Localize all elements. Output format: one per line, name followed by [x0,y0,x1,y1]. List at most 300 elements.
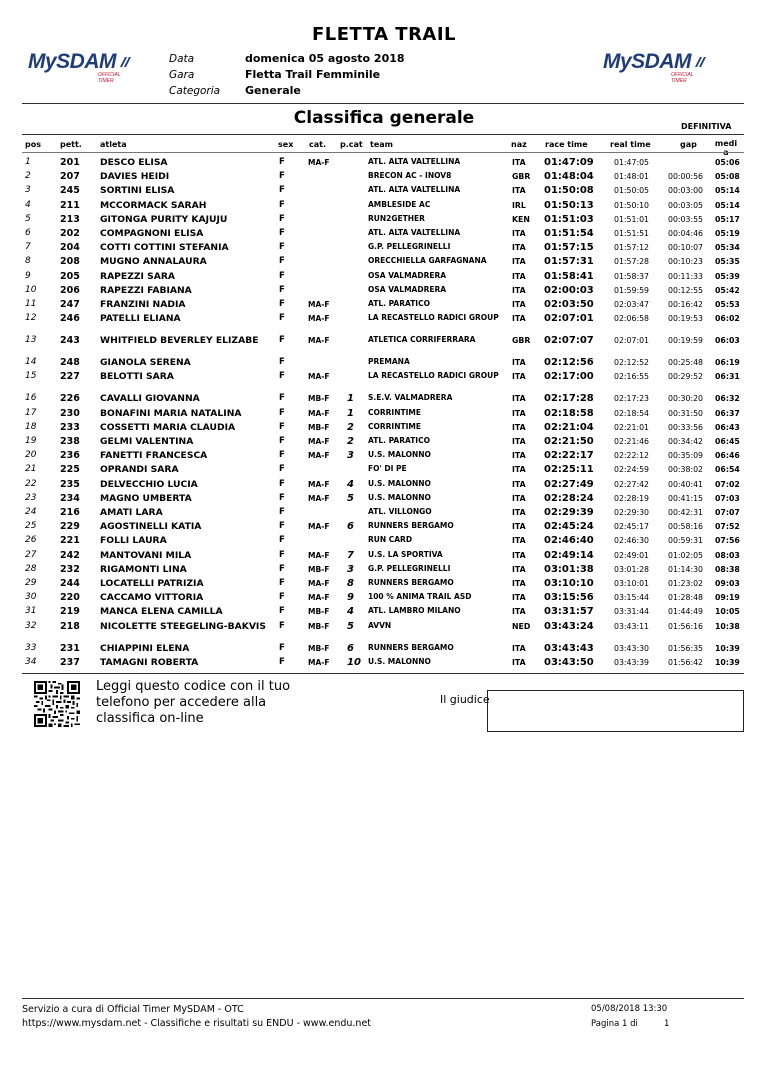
cell-race: 02:07:07 [544,335,594,347]
cell-atleta: MANCA ELENA CAMILLA [100,606,223,618]
cell-medi: 06:54 [715,465,740,475]
cell-team: FO' DI PE [368,464,407,474]
cell-real: 02:12:52 [614,358,650,368]
cell-medi: 05:06 [715,158,740,167]
cell-pett: 226 [60,393,80,405]
cell-gap: 00:03:55 [668,214,704,224]
table-row [22,185,744,199]
divider [22,152,744,153]
cell-cat: MA-F [308,300,330,309]
cell-naz: ITA [512,479,526,489]
cell-race: 01:57:15 [544,242,594,254]
cell-race: 03:31:57 [544,606,594,618]
cell-naz: ITA [512,643,526,653]
table-row [22,271,744,285]
footer-date: 05/08/2018 13:30 [591,1004,668,1014]
cell-team: OSA VALMADRERA [368,284,447,294]
cell-pcat: 5 [347,620,354,632]
cell-medi: 07:56 [715,536,740,546]
table-row [22,621,744,643]
divider [22,673,744,674]
cell-atleta: RAPEZZI SARA [100,270,176,282]
cell-naz: ITA [512,422,526,432]
cell-cat: MA-F [308,451,330,461]
cell-pcat: 4 [347,606,354,618]
cell-race: 01:48:04 [544,171,594,183]
cell-sex: F [279,642,285,653]
footer-service: Servizio a cura di Official Timer MySDAM - OTC [22,1004,244,1015]
cell-gap: 01:28:48 [668,593,704,603]
cell-team: AMBLESIDE AC [368,199,431,209]
cell-gap: 00:35:09 [668,451,704,461]
cell-pos: 1 [25,157,31,167]
cell-atleta: TAMAGNI ROBERTA [100,656,199,668]
cell-pett: 230 [60,407,80,419]
cell-team: CORRINTIME [368,407,421,417]
table-row [22,335,744,357]
cell-real: 02:21:46 [614,437,650,446]
cell-pett: 221 [60,535,80,547]
cell-team: CORRINTIME [368,421,421,431]
cell-real: 02:49:01 [614,550,650,560]
cell-pos: 15 [25,371,37,382]
cell-pos: 24 [25,507,37,517]
cell-team: U.S. MALONNO [368,492,431,502]
cell-sex: F [279,171,285,182]
cell-race: 02:17:00 [544,371,594,383]
cell-sex: F [279,199,285,210]
logo-mark-icon [118,55,132,69]
table-row [22,450,744,464]
cell-pcat: 3 [347,563,354,575]
cell-pcat: 6 [347,521,354,533]
footer-page-total: 1 [664,1019,670,1029]
cell-gap: 00:03:05 [668,200,704,210]
qr-code-icon [34,681,80,727]
cell-pos: 29 [25,578,37,588]
cell-medi: 06:32 [715,394,740,404]
cell-cat: MA-F [308,657,330,667]
cell-sex: F [279,313,285,324]
col-atleta: atleta [100,140,127,149]
cell-pcat: 6 [347,642,354,654]
cell-naz: ITA [512,607,526,617]
cell-naz: ITA [512,465,526,475]
cell-gap: 00:29:52 [668,372,704,382]
cell-gap: 00:11:33 [668,271,704,281]
cell-real: 03:15:44 [614,593,650,603]
cell-atleta: FRANZINI NADIA [100,299,186,310]
cell-sex: F [279,228,285,238]
meta-race: Fletta Trail Femminile [245,68,381,81]
col-medi: medi [714,139,738,148]
cell-pcat: 5 [347,492,354,504]
cell-atleta: RIGAMONTI LINA [100,563,187,575]
cell-atleta: GIANOLA SERENA [100,357,191,369]
cell-atleta: BONAFINI MARIA NATALINA [100,407,242,419]
cell-real: 01:47:05 [614,158,650,167]
logo-sub: OFFICIAL TIMER [98,72,121,84]
cell-atleta: MAGNO UMBERTA [100,492,192,504]
cell-team: ATL. ALTA VALTELLINA [368,157,461,166]
cell-gap: 00:40:41 [668,479,704,489]
cell-naz: ITA [512,550,526,560]
cell-cat: MA-F [308,408,330,418]
cell-real: 02:06:58 [614,314,650,324]
cell-real: 03:43:39 [614,657,650,667]
cell-pos: 13 [25,335,37,346]
cell-atleta: CACCAMO VITTORIA [100,592,204,604]
table-row [22,242,744,256]
cell-real: 02:03:47 [614,300,650,309]
col-sex: sex [278,140,294,149]
table-row [22,256,744,270]
cell-sex: F [279,213,285,224]
cell-pos: 10 [25,284,37,295]
cell-gap: 01:56:16 [668,621,704,631]
cell-naz: ITA [512,372,526,382]
cell-medi: 05:14 [715,200,740,210]
cell-sex: F [279,507,285,517]
table-row [22,436,744,450]
cell-team: ATL. ALTA VALTELLINA [368,228,461,237]
cell-naz: ITA [512,358,526,368]
cell-pos: 34 [25,656,37,667]
cell-race: 02:00:03 [544,284,594,296]
cell-cat: MA-F [308,493,330,503]
cell-sex: F [279,578,285,588]
cell-race: 02:29:39 [544,507,594,518]
cell-medi: 06:45 [715,437,740,446]
cell-pett: 235 [60,478,80,490]
col-race-time: race time [545,140,588,149]
cell-pett: 237 [60,656,80,668]
table-row [22,464,744,478]
cell-naz: ITA [512,437,526,446]
cell-race: 02:46:40 [544,535,594,547]
cell-team: U.S. MALONNO [368,656,431,666]
cell-atleta: NICOLETTE STEEGELING-BAKVIS [100,620,266,632]
table-row [22,371,744,393]
cell-real: 03:10:01 [614,579,650,588]
cell-medi: 09:19 [715,593,740,603]
cell-real: 03:31:44 [614,607,650,617]
cell-real: 01:51:51 [614,229,650,238]
cell-race: 03:15:56 [544,592,594,604]
judge-label: Il giudice [440,693,490,706]
meta-date: domenica 05 agosto 2018 [245,52,405,65]
table-row [22,493,744,507]
cell-naz: ITA [512,229,526,238]
cell-medi: 05:08 [715,172,740,182]
cell-real: 02:17:23 [614,394,650,404]
cell-atleta: DAVIES HEIDI [100,171,170,183]
cell-atleta: GITONGA PURITY KAJUJU [100,213,228,225]
table-row [22,592,744,606]
cell-pett: 244 [60,578,80,589]
cell-pos: 11 [25,299,37,309]
cell-atleta: AMATI LARA [100,507,163,518]
cell-pos: 33 [25,642,37,653]
cell-atleta: RAPEZZI FABIANA [100,284,192,296]
cell-medi: 05:34 [715,243,740,253]
cell-team: RUN CARD [368,535,413,545]
cell-pcat: 9 [347,592,354,604]
cell-cat: MA-F [308,372,330,382]
cell-pos: 3 [25,185,31,196]
cell-naz: ITA [512,158,526,167]
cell-real: 02:24:59 [614,465,650,475]
cell-gap: 01:23:02 [668,579,704,588]
cell-real: 01:57:28 [614,257,650,267]
cell-atleta: SORTINI ELISA [100,185,175,197]
cell-cat: MB-F [308,394,330,404]
cell-atleta: MANTOVANI MILA [100,549,192,561]
cell-atleta: OPRANDI SARA [100,464,179,476]
cell-race: 03:43:50 [544,656,594,668]
section-title: Classifica generale [293,108,475,128]
cell-sex: F [279,335,285,346]
qr-instructions: Leggi questo codice con il tuo telefono per accedere alla classifica on-line [96,679,291,726]
cell-pett: 242 [60,549,80,561]
col-cat: cat. [309,140,327,149]
cell-race: 02:18:58 [544,407,594,419]
cell-gap: 01:14:30 [668,564,704,574]
cell-naz: ITA [512,408,526,418]
cell-real: 01:51:01 [614,214,650,224]
cell-gap: 00:10:23 [668,257,704,267]
cell-real: 01:58:37 [614,271,650,281]
table-row [22,357,744,371]
cell-medi: 07:03 [715,493,740,503]
cell-sex: F [279,421,285,432]
cell-team: RUNNERS BERGAMO [368,642,454,652]
cell-race: 02:21:04 [544,421,594,433]
cell-pett: 206 [60,284,80,296]
cell-team: RUNNERS BERGAMO [368,521,454,531]
meta-category: Generale [245,84,301,97]
cell-pett: 211 [60,199,80,211]
cell-team: U.S. MALONNO [368,478,431,488]
cell-naz: GBR [512,172,531,182]
cell-pcat: 4 [347,478,354,490]
divider [22,134,744,135]
cell-pett: 238 [60,436,80,447]
cell-race: 01:57:31 [544,256,594,268]
cell-naz: ITA [512,257,526,267]
cell-naz: ITA [512,508,526,517]
cell-pett: 220 [60,592,80,604]
cell-pos: 5 [25,213,31,224]
cell-sex: F [279,521,285,532]
cell-cat: MA-F [308,479,330,489]
cell-naz: KEN [512,214,530,224]
cell-pos: 21 [25,464,37,475]
cell-medi: 08:03 [715,550,740,560]
cell-pett: 218 [60,620,80,632]
cell-sex: F [279,620,285,631]
cell-naz: ITA [512,243,526,253]
divider [22,103,744,104]
cell-pos: 14 [25,357,37,368]
cell-pett: 227 [60,371,80,383]
cell-real: 02:29:30 [614,508,650,517]
cell-sex: F [279,606,285,617]
cell-medi: 07:52 [715,522,740,532]
cell-sex: F [279,185,285,196]
cell-sex: F [279,492,285,503]
cell-atleta: GELMI VALENTINA [100,436,194,447]
cell-pcat: 8 [347,578,354,589]
cell-pos: 23 [25,492,37,503]
cell-gap: 00:12:55 [668,285,704,295]
col-team: team [370,140,393,149]
cell-atleta: AGOSTINELLI KATIA [100,521,202,533]
cell-pett: 225 [60,464,80,476]
cell-cat: MA-F [308,579,330,588]
cell-pett: 205 [60,270,80,282]
cell-naz: ITA [512,522,526,532]
cell-medi: 06:02 [715,314,740,324]
cell-race: 02:49:14 [544,549,594,561]
table-row [22,507,744,521]
cell-medi: 06:31 [715,372,740,382]
cell-pcat: 1 [347,393,354,405]
cell-sex: F [279,371,285,382]
cell-real: 01:48:01 [614,172,650,182]
cell-pos: 6 [25,228,31,238]
cell-pos: 31 [25,606,37,617]
col-pos: pos [25,140,41,149]
cell-pett: 208 [60,256,80,268]
cell-gap: 00:31:50 [668,408,704,418]
cell-atleta: LOCATELLI PATRIZIA [100,578,204,589]
table-row [22,535,744,549]
cell-real: 01:50:05 [614,186,650,196]
table-row [22,313,744,335]
cell-team: RUN2GETHER [368,213,425,223]
col-gap: gap [680,140,697,149]
cell-team: S.E.V. VALMADRERA [368,393,453,403]
cell-gap: 00:00:56 [668,172,704,182]
cell-naz: ITA [512,394,526,404]
cell-team: G.P. PELLEGRINELLI [368,563,451,573]
cell-pcat: 2 [347,421,354,433]
cell-race: 03:10:10 [544,578,594,589]
cell-sex: F [279,284,285,295]
table-row [22,393,744,407]
cell-gap: 00:34:42 [668,437,704,446]
cell-cat: MA-F [308,158,330,167]
cell-medi: 07:07 [715,508,740,517]
cell-naz: ITA [512,314,526,324]
cell-naz: NED [512,621,531,631]
cell-cat: MA-F [308,593,330,603]
cell-sex: F [279,464,285,475]
cell-pett: 243 [60,335,80,347]
cell-real: 02:21:01 [614,422,650,432]
brand-logo-right [603,50,707,84]
brand-logo-left [28,50,132,84]
cell-naz: ITA [512,593,526,603]
cell-gap: 01:44:49 [668,607,704,617]
cell-team: 100 % ANIMA TRAIL ASD [368,592,472,602]
cell-gap: 00:33:56 [668,422,704,432]
col-pcat: p.cat [340,140,363,149]
cell-naz: ITA [512,186,526,196]
table-row [22,157,744,171]
cell-gap: 00:38:02 [668,465,704,475]
cell-cat: MB-F [308,621,330,631]
cell-gap: 00:30:20 [668,394,704,404]
cell-race: 02:25:11 [544,464,594,476]
cell-sex: F [279,549,285,560]
cell-pett: 247 [60,299,80,310]
cell-real: 02:22:12 [614,451,650,461]
cell-sex: F [279,157,285,167]
cell-sex: F [279,393,285,404]
cell-atleta: BELOTTI SARA [100,371,174,383]
cell-medi: 06:43 [715,422,740,432]
cell-sex: F [279,563,285,574]
cell-race: 02:03:50 [544,299,594,310]
cell-atleta: FANETTI FRANCESCA [100,450,208,462]
cell-pcat: 10 [347,656,361,668]
cell-atleta: WHITFIELD BEVERLEY ELIZABE [100,335,259,347]
cell-sex: F [279,357,285,368]
cell-pos: 18 [25,421,37,432]
cell-gap: 00:42:31 [668,508,704,517]
cell-pos: 28 [25,563,37,574]
cell-gap: 00:58:16 [668,522,704,532]
cell-pcat: 7 [347,549,354,561]
cell-pett: 248 [60,357,80,369]
cell-medi: 06:37 [715,408,740,418]
cell-sex: F [279,242,285,253]
cell-gap: 00:04:46 [668,229,704,238]
cell-real: 02:28:19 [614,493,650,503]
cell-medi: 10:05 [715,607,740,617]
cell-pett: 207 [60,171,80,183]
cell-pett: 213 [60,213,80,225]
meta-label-race: Gara [169,69,195,81]
logo-text: MySDAM [603,50,692,73]
cell-pett: 245 [60,185,80,197]
cell-atleta: DELVECCHIO LUCIA [100,478,198,490]
table-row [22,299,744,313]
status-badge: DEFINITIVA [681,122,732,131]
footer-links: https://www.mysdam.net - Classifiche e risultati su ENDU - www.endu.net [22,1018,372,1029]
cell-pos: 30 [25,592,37,603]
cell-gap: 01:56:42 [668,657,704,667]
cell-race: 01:50:08 [544,185,594,197]
cell-real: 02:18:54 [614,408,650,418]
table-row [22,578,744,592]
cell-medi: 06:19 [715,358,740,368]
cell-pos: 25 [25,521,37,532]
event-title: FLETTA TRAIL [311,24,457,45]
table-row [22,657,744,671]
table-row [22,422,744,436]
cell-medi: 05:42 [715,285,740,295]
cell-real: 01:50:10 [614,200,650,210]
cell-real: 03:01:28 [614,564,650,574]
cell-medi: 10:38 [715,621,740,631]
cell-atleta: PATELLI ELIANA [100,313,181,325]
cell-atleta: FOLLI LAURA [100,535,167,547]
cell-team: LA RECASTELLO RADICI GROUP [368,313,499,323]
cell-team: ATL. VILLONGO [368,507,432,516]
